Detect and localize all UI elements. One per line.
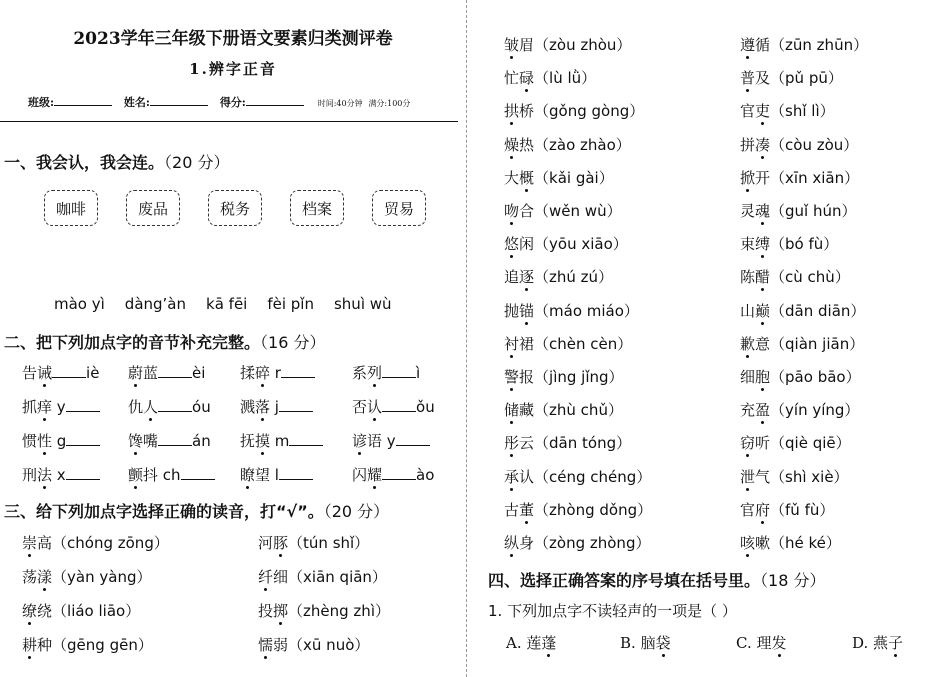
pinyin-choices[interactable]: （gǒng gòng） xyxy=(534,102,645,121)
word-char: 拱 xyxy=(504,102,520,121)
word-char: 听 xyxy=(755,434,771,453)
word-char: 燥 xyxy=(504,135,520,154)
pronunciation-item[interactable] xyxy=(740,466,849,487)
pinyin-choices[interactable]: （xiān qiān） xyxy=(288,568,387,586)
fill-item xyxy=(128,396,211,417)
section2-title: 二、把下列加点字的音节补充完整。 xyxy=(4,333,261,352)
word-char: 开 xyxy=(755,168,771,187)
dotted-char: 法 xyxy=(37,466,53,484)
pinyin-choices[interactable]: （zòu zhòu） xyxy=(534,36,632,54)
pronunciation-item[interactable] xyxy=(740,167,859,188)
pinyin-choices[interactable]: （yōu xiāo） xyxy=(534,235,628,254)
pinyin-option[interactable]: mào yì xyxy=(54,295,105,313)
option-label: C. xyxy=(736,634,757,652)
word-char: 追 xyxy=(504,268,520,287)
pinyin-suffix: èi xyxy=(192,364,206,382)
word-char: 河 xyxy=(258,534,274,552)
item-char: 系 xyxy=(352,364,368,382)
word-char: 胞 xyxy=(755,368,771,386)
answer-blank[interactable] xyxy=(158,365,192,378)
answer-blank[interactable] xyxy=(382,467,416,480)
pinyin-choices[interactable]: （tún shǐ） xyxy=(288,534,370,552)
dotted-char: 摸 xyxy=(255,432,271,450)
pinyin-choices[interactable]: （hé ké） xyxy=(770,534,841,552)
answer-blank[interactable] xyxy=(281,365,315,378)
dotted-char: 列 xyxy=(367,364,383,382)
score-label: 得分: xyxy=(219,96,246,109)
pinyin-choices[interactable]: （zhòng dǒng） xyxy=(534,500,653,519)
pinyin-suffix: ì xyxy=(416,364,421,382)
pronunciation-item[interactable] xyxy=(258,566,387,587)
class-label: 班级: xyxy=(28,96,55,109)
page-divider xyxy=(466,0,467,677)
pinyin-choices[interactable]: （yín yíng） xyxy=(770,401,860,420)
pinyin-choices[interactable]: （xīn xiān） xyxy=(770,168,860,187)
dotted-char: 落 xyxy=(255,398,271,416)
word-char: 缚 xyxy=(755,235,771,254)
pinyin-choices[interactable]: （yàn yàng） xyxy=(52,568,152,586)
pronunciation-item[interactable] xyxy=(740,300,865,321)
pinyin-choices[interactable]: （gēng gēn） xyxy=(52,636,153,654)
pinyin-choices[interactable]: （bó fù） xyxy=(770,235,839,254)
word-char: 凑 xyxy=(755,135,771,154)
word-char: 意 xyxy=(755,334,771,353)
fill-item xyxy=(352,430,430,451)
word-char: 发 xyxy=(771,634,787,652)
item-char: 抚 xyxy=(240,432,256,450)
pronunciation-item[interactable] xyxy=(258,600,390,621)
word-char: 官 xyxy=(740,102,756,121)
pronunciation-item[interactable] xyxy=(504,300,639,321)
word-char: 报 xyxy=(519,368,535,386)
section3-title: 三、给下列加点字选择正确的读音，打“√”。 xyxy=(4,502,324,521)
dotted-char: 瞭 xyxy=(240,466,256,484)
pinyin-choices[interactable]: （chóng zōng） xyxy=(52,534,169,552)
section1-heading xyxy=(4,150,229,173)
fill-item xyxy=(128,464,215,485)
dotted-char: 颤 xyxy=(128,466,144,484)
word-char: 充 xyxy=(740,401,756,420)
word-char: 豚 xyxy=(273,534,289,552)
pronunciation-item[interactable] xyxy=(740,34,868,55)
pinyin-choices[interactable]: （shǐ lì） xyxy=(770,102,835,121)
item-char: 揉 xyxy=(240,364,256,382)
word-char: 纤 xyxy=(258,568,274,586)
word-char: 气 xyxy=(755,467,771,486)
pinyin-prefix: l xyxy=(270,466,279,484)
pronunciation-item[interactable] xyxy=(504,67,596,88)
pronunciation-item[interactable] xyxy=(504,266,613,287)
pronunciation-item[interactable] xyxy=(504,34,631,55)
word-char: 蓬 xyxy=(541,634,557,652)
pronunciation-item[interactable] xyxy=(740,399,859,420)
dotted-char: 碎 xyxy=(255,364,271,382)
word-char: 古 xyxy=(504,500,520,519)
pinyin-choices[interactable]: （qiàn jiān） xyxy=(770,334,865,353)
exam-subtitle: 1.辨字正音 xyxy=(189,60,277,78)
pinyin-choices[interactable]: （jìng jǐng） xyxy=(534,368,624,386)
word-char: 警 xyxy=(504,368,520,386)
pronunciation-item[interactable] xyxy=(504,432,631,453)
word-char: 咳 xyxy=(740,534,756,552)
word-char: 彤 xyxy=(504,434,520,453)
word-char: 掷 xyxy=(273,602,289,620)
fill-item xyxy=(352,362,420,383)
pronunciation-item[interactable] xyxy=(740,233,838,254)
name-blank[interactable] xyxy=(150,95,208,106)
word-char: 云 xyxy=(519,434,535,453)
word-char: 绕 xyxy=(37,602,53,620)
pinyin-row xyxy=(54,295,412,313)
pronunciation-item[interactable] xyxy=(740,432,851,453)
word-char: 循 xyxy=(755,36,771,54)
word-char: 投 xyxy=(258,602,274,620)
pronunciation-item[interactable] xyxy=(504,466,651,487)
item-char: 告 xyxy=(22,364,38,382)
word-char: 皱 xyxy=(504,36,520,54)
word-char: 大 xyxy=(504,168,520,187)
word-char: 懦 xyxy=(258,636,274,654)
answer-blank[interactable] xyxy=(382,399,416,412)
pronunciation-item[interactable] xyxy=(504,499,652,520)
pinyin-option[interactable]: kā fēi xyxy=(206,295,248,313)
item-char: 闪 xyxy=(352,466,368,484)
pinyin-choices[interactable]: （shì xiè） xyxy=(770,467,849,486)
word-char: 锚 xyxy=(519,301,535,320)
pronunciation-item[interactable] xyxy=(740,134,858,155)
pronunciation-item[interactable] xyxy=(22,634,153,655)
pronunciation-item[interactable] xyxy=(504,399,623,420)
word-char: 泄 xyxy=(740,467,756,486)
item-char: 嘴 xyxy=(143,432,159,450)
time-label: 时间:40分钟 xyxy=(317,99,363,108)
dotted-char: 诫 xyxy=(37,364,53,382)
word-char: 漾 xyxy=(37,568,53,586)
word-char: 陈 xyxy=(740,268,756,287)
word-char: 概 xyxy=(519,168,535,187)
word-char: 灵 xyxy=(740,202,756,220)
pinyin-choices[interactable]: （zòng zhòng） xyxy=(534,534,651,552)
pronunciation-item[interactable] xyxy=(258,532,369,553)
pinyin-choices[interactable]: （zhèng zhì） xyxy=(288,602,390,620)
word-char: 高 xyxy=(37,534,53,552)
dotted-char: 馋 xyxy=(128,432,144,450)
pinyin-choices[interactable]: （dān tóng） xyxy=(534,434,632,453)
word-char: 衬 xyxy=(504,334,520,353)
dotted-char: 人 xyxy=(143,398,159,416)
pronunciation-item[interactable] xyxy=(504,233,628,254)
word-char: 普 xyxy=(740,69,756,88)
word-char: 闲 xyxy=(519,235,535,254)
dotted-char: 认 xyxy=(367,398,383,416)
word-char: 逐 xyxy=(519,268,535,287)
pinyin-choices[interactable]: （pǔ pū） xyxy=(770,69,843,88)
pronunciation-item[interactable] xyxy=(740,67,843,88)
section3-heading xyxy=(4,499,389,522)
word-char: 缭 xyxy=(22,602,38,620)
pinyin-suffix: iè xyxy=(86,364,100,382)
word-char: 纵 xyxy=(504,534,520,552)
pinyin-choices[interactable]: （zūn zhūn） xyxy=(770,36,869,54)
pinyin-choices[interactable]: （lù lǜ） xyxy=(534,69,597,88)
pronunciation-item[interactable] xyxy=(740,100,835,121)
pinyin-suffix: án xyxy=(192,432,211,450)
section4-title: 四、选择正确答案的序号填在括号里。 xyxy=(488,571,761,590)
answer-blank[interactable] xyxy=(396,433,430,446)
pinyin-prefix: j xyxy=(270,398,279,416)
dotted-char: 耀 xyxy=(367,466,383,484)
word-char: 吏 xyxy=(755,102,771,121)
pronunciation-item[interactable] xyxy=(504,366,624,387)
word-char: 热 xyxy=(519,135,535,154)
word-char: 忙 xyxy=(504,69,520,88)
word-char: 耕 xyxy=(22,636,38,654)
answer-blank[interactable] xyxy=(382,365,416,378)
word-char: 巅 xyxy=(755,301,771,320)
section4-heading xyxy=(488,568,825,591)
word-box[interactable]: 档案 xyxy=(290,190,344,226)
pronunciation-item[interactable] xyxy=(504,532,650,553)
word-char: 眉 xyxy=(519,36,535,54)
pinyin-choices[interactable]: （xū nuò） xyxy=(288,636,370,654)
pronunciation-item[interactable] xyxy=(504,167,614,188)
pronunciation-item[interactable] xyxy=(258,634,369,655)
word-char: 子 xyxy=(888,634,904,652)
fill-item xyxy=(22,396,100,417)
word-char: 束 xyxy=(740,235,756,254)
option-label: D. xyxy=(852,634,874,652)
pinyin-choices[interactable]: （zhù chǔ） xyxy=(534,401,623,420)
answer-option[interactable] xyxy=(852,632,903,653)
pronunciation-item[interactable] xyxy=(504,200,622,221)
option-label: B. xyxy=(620,634,641,652)
section2-points: （16 分） xyxy=(260,333,326,352)
pronunciation-item[interactable] xyxy=(22,532,169,553)
answer-blank[interactable] xyxy=(279,399,313,412)
section1-points: （20 分） xyxy=(164,153,230,172)
pinyin-choices[interactable]: （zhú zú） xyxy=(534,268,614,287)
word-char: 山 xyxy=(740,301,756,320)
pinyin-option[interactable]: fèi pǐn xyxy=(267,295,314,313)
item-char: 抓 xyxy=(22,398,38,416)
word-char: 吻 xyxy=(504,202,520,220)
pinyin-choices[interactable]: （liáo liāo） xyxy=(52,602,141,620)
answer-blank[interactable] xyxy=(66,399,100,412)
word-char: 储 xyxy=(504,401,520,420)
fill-item xyxy=(240,430,323,451)
dotted-char: 谚 xyxy=(352,432,368,450)
pinyin-prefix: ch xyxy=(158,466,181,484)
pronunciation-item[interactable] xyxy=(740,366,861,387)
word-char: 藏 xyxy=(519,401,535,420)
answer-option[interactable] xyxy=(620,632,671,653)
answer-option[interactable] xyxy=(736,632,787,653)
word-char: 盈 xyxy=(755,401,771,420)
answer-blank[interactable] xyxy=(52,365,86,378)
word-char: 弱 xyxy=(273,636,289,654)
pronunciation-item[interactable] xyxy=(504,333,632,354)
dotted-char: 蔚 xyxy=(128,364,144,382)
pronunciation-item[interactable] xyxy=(740,333,864,354)
item-char: 望 xyxy=(255,466,271,484)
pinyin-prefix: y xyxy=(52,398,66,416)
pinyin-suffix: ào xyxy=(416,466,435,484)
item-char: 蓝 xyxy=(143,364,159,382)
word-char: 崇 xyxy=(22,534,38,552)
pinyin-choices[interactable]: （wěn wù） xyxy=(534,202,622,220)
name-label: 姓名: xyxy=(123,96,150,109)
item-char: 仇 xyxy=(128,398,144,416)
pinyin-choices[interactable]: （fǔ fù） xyxy=(770,500,835,519)
word-char: 脑 xyxy=(640,634,656,652)
word-char: 裙 xyxy=(519,334,535,353)
fill-item xyxy=(128,362,205,383)
word-char: 遵 xyxy=(740,36,756,54)
pinyin-suffix: ǒu xyxy=(416,398,435,416)
pinyin-choices[interactable]: （còu zòu） xyxy=(770,135,859,154)
answer-blank[interactable] xyxy=(158,399,192,412)
answer-blank[interactable] xyxy=(181,467,215,480)
pinyin-option[interactable]: shuì wù xyxy=(333,295,392,313)
word-char: 掀 xyxy=(740,168,756,187)
pinyin-choices[interactable]: （máo miáo） xyxy=(534,301,639,320)
fill-item xyxy=(240,396,313,417)
word-char: 悠 xyxy=(504,235,520,254)
right-page xyxy=(470,0,939,677)
word-box[interactable]: 咖啡 xyxy=(44,190,98,226)
word-box[interactable]: 废品 xyxy=(126,190,180,226)
pinyin-prefix: g xyxy=(52,432,67,450)
answer-blank[interactable] xyxy=(158,433,192,446)
left-page xyxy=(0,0,466,677)
pinyin-choices[interactable]: （céng chéng） xyxy=(534,467,652,486)
section1-title: 一、我会认，我会连。 xyxy=(4,153,165,172)
item-char: 惯 xyxy=(22,432,38,450)
word-char: 碌 xyxy=(519,69,535,88)
dotted-char: 性 xyxy=(37,432,53,450)
word-char: 窃 xyxy=(740,434,756,453)
pronunciation-item[interactable] xyxy=(740,200,857,221)
pinyin-choices[interactable]: （zào zhào） xyxy=(534,135,631,154)
option-label: A. xyxy=(506,634,527,652)
word-char: 魂 xyxy=(755,202,771,220)
word-char: 官 xyxy=(740,500,756,519)
section3-points: （20 分） xyxy=(323,502,390,521)
word-char: 嗽 xyxy=(755,534,771,552)
word-char: 细 xyxy=(740,368,756,386)
word-char: 理 xyxy=(756,634,772,652)
word-char: 董 xyxy=(519,500,535,519)
pinyin-choices[interactable]: （chèn cèn） xyxy=(534,334,633,353)
exam-title: 2023学年三年级下册语文要素归类测评卷 xyxy=(73,29,393,49)
pronunciation-item[interactable] xyxy=(740,532,841,553)
answer-blank[interactable] xyxy=(66,467,100,480)
pinyin-choices[interactable]: （pāo bāo） xyxy=(770,368,861,386)
pronunciation-item[interactable] xyxy=(504,134,631,155)
word-char: 燕 xyxy=(873,634,889,652)
fill-item xyxy=(240,464,313,485)
word-char: 拼 xyxy=(740,135,756,154)
pinyin-choices[interactable]: （qiè qiē） xyxy=(770,434,851,453)
answer-blank[interactable] xyxy=(289,433,323,446)
fill-item xyxy=(240,362,315,383)
pinyin-prefix: r xyxy=(270,364,281,382)
score-blank[interactable] xyxy=(246,95,304,106)
word-char: 府 xyxy=(755,500,771,519)
fill-item xyxy=(128,430,211,451)
answer-option[interactable] xyxy=(506,632,556,653)
word-box[interactable]: 税务 xyxy=(208,190,262,226)
pinyin-choices[interactable]: （cù chù） xyxy=(770,268,850,287)
fill-item xyxy=(352,396,435,417)
student-info-row xyxy=(28,94,410,110)
answer-blank[interactable] xyxy=(66,433,100,446)
word-char: 身 xyxy=(519,534,535,552)
item-char: 刑 xyxy=(22,466,38,484)
word-char: 承 xyxy=(504,467,520,486)
fill-item xyxy=(352,464,434,485)
pinyin-prefix: m xyxy=(270,432,290,450)
word-char: 桥 xyxy=(519,102,535,121)
word-box[interactable]: 贸易 xyxy=(372,190,426,226)
item-char: 溅 xyxy=(240,398,256,416)
section4-points: （18 分） xyxy=(760,571,826,590)
item-char: 语 xyxy=(367,432,383,450)
word-char: 细 xyxy=(273,568,289,586)
fill-item xyxy=(22,362,99,383)
header-rule xyxy=(0,121,458,122)
word-char: 及 xyxy=(755,69,771,88)
pronunciation-item[interactable] xyxy=(740,499,834,520)
full-score-label: 满分:100分 xyxy=(368,99,411,108)
pronunciation-item[interactable] xyxy=(22,600,140,621)
pronunciation-item[interactable] xyxy=(22,566,151,587)
word-char: 莲 xyxy=(526,634,542,652)
pinyin-choices[interactable]: （guǐ hún） xyxy=(770,202,857,220)
fill-item xyxy=(22,430,100,451)
pinyin-choices[interactable]: （dān diān） xyxy=(770,301,866,320)
section2-heading xyxy=(4,330,325,353)
answer-blank[interactable] xyxy=(279,467,313,480)
word-char: 袋 xyxy=(655,634,671,652)
word-char: 种 xyxy=(37,636,53,654)
word-char: 醋 xyxy=(755,268,771,287)
word-char: 抛 xyxy=(504,301,520,320)
word-char: 认 xyxy=(519,467,535,486)
pinyin-suffix: óu xyxy=(192,398,211,416)
item-char: 否 xyxy=(352,398,368,416)
pronunciation-item[interactable] xyxy=(740,266,850,287)
pinyin-choices[interactable]: （kǎi gài） xyxy=(534,168,614,187)
word-char: 歉 xyxy=(740,334,756,353)
pinyin-prefix: y xyxy=(382,432,396,450)
pronunciation-item[interactable] xyxy=(504,100,644,121)
word-char: 荡 xyxy=(22,568,38,586)
dotted-char: 痒 xyxy=(37,398,53,416)
pinyin-prefix: x xyxy=(52,466,66,484)
word-char: 合 xyxy=(519,202,535,220)
question-1: 1. 下列加点字不读轻声的一项是（ ） xyxy=(488,602,737,620)
class-blank[interactable] xyxy=(54,95,112,106)
item-char: 抖 xyxy=(143,466,159,484)
pinyin-option[interactable]: dàng’àn xyxy=(124,295,187,313)
fill-item xyxy=(22,464,100,485)
